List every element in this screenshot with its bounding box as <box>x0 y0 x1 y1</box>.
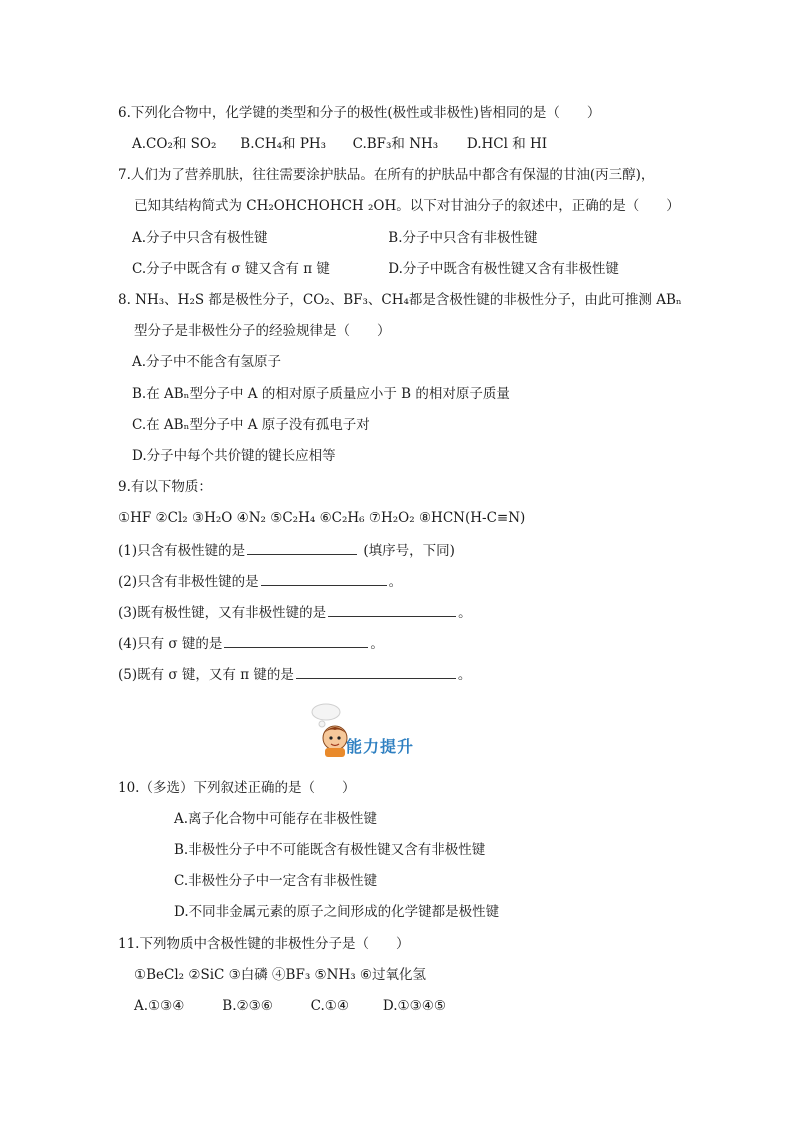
q11-option-b[interactable]: B.②③⑥ <box>222 998 273 1014</box>
q9-part-1 <box>118 540 455 561</box>
q6-option-b[interactable]: B.CH₄和 PH₃ <box>240 136 327 152</box>
q6-option-d[interactable]: D.HCl 和 HI <box>466 136 548 152</box>
q9-part-5-answer-blank[interactable] <box>296 664 456 679</box>
q9-part-4-suffix: 。 <box>370 636 384 652</box>
q6-stem: 6.下列化合物中，化学键的类型和分子的极性(极性或非极性)皆相同的是（ ） <box>118 105 601 121</box>
q9-part-2-suffix: 。 <box>388 574 403 590</box>
q11-option-c[interactable]: C.①④ <box>310 998 349 1014</box>
q8-option-c[interactable]: C.在 ABₙ型分子中 A 原子没有孤电子对 <box>132 417 370 433</box>
q9-part-3 <box>118 602 472 623</box>
q7-stem-line2: 已知其结构简式为 CH₂OHCHOHCH ₂OH。以下对甘油分子的叙述中，正确的是（ ） <box>134 198 680 214</box>
q7-option-d[interactable]: D.分子中既含有极性键又含有非极性键 <box>388 261 619 277</box>
q8-stem-line1: 8. NH₃、H₂S 都是极性分子，CO₂、BF₃、CH₄都是含极性键的非极性分子，由此可推测 ABₙ <box>118 292 682 308</box>
q9-part-1-suffix: (填序号，下同) <box>359 543 455 559</box>
q8-option-b[interactable]: B.在 ABₙ型分子中 A 的相对原子质量应小于 B 的相对原子质量 <box>132 386 510 402</box>
q10-option-b[interactable]: B.非极性分子中不可能既含有极性键又含有非极性键 <box>174 842 486 858</box>
q9-stem: 9.有以下物质： <box>118 479 212 495</box>
q9-part-4 <box>118 633 384 654</box>
q8-stem-line2: 型分子是非极性分子的经验规律是（ ） <box>134 323 391 339</box>
q9-part-5-label: (5)既有 σ 键，又有 π 键的是 <box>118 667 294 683</box>
q7-options-row2 <box>132 259 619 279</box>
q10-option-c[interactable]: C.非极性分子中一定含有非极性键 <box>174 873 378 889</box>
section-title: 能力提升 <box>346 737 415 756</box>
q11-option-a[interactable]: A.①③④ <box>134 998 185 1014</box>
q9-part-2-label: (2)只含有非极性键的是 <box>118 574 259 590</box>
q6-options <box>132 134 547 154</box>
q9-part-1-label: (1)只含有极性键的是 <box>118 543 246 559</box>
q11-stem: 11.下列物质中含极性键的非极性分子是（ ） <box>118 936 410 952</box>
q10-stem: 10.（多选）下列叙述正确的是（ ） <box>118 780 356 796</box>
q10-option-a[interactable]: A.离子化合物中可能存在非极性键 <box>174 811 378 827</box>
q8-option-a[interactable]: A.分子中不能含有氢原子 <box>132 354 282 370</box>
q9-part-3-answer-blank[interactable] <box>328 602 456 617</box>
q9-part-5 <box>118 664 471 685</box>
q9-part-2-answer-blank[interactable] <box>261 571 387 586</box>
q8-option-d[interactable]: D.分子中每个共价键的键长应相等 <box>132 448 336 464</box>
q9-part-1-answer-blank[interactable] <box>247 540 357 555</box>
q6-option-a[interactable]: A.CO₂和 SO₂ <box>132 136 217 152</box>
q7-stem-line1: 7.人们为了营养肌肤，往往需要涂护肤品。在所有的护肤品中都含有保湿的甘油(丙三醇)， <box>118 167 655 183</box>
q9-part-4-answer-blank[interactable] <box>224 633 368 648</box>
q7-options-row1 <box>132 228 538 248</box>
q9-substances: ①HF ②Cl₂ ③H₂O ④N₂ ⑤C₂H₄ ⑥C₂H₆ ⑦H₂O₂ ⑧HCN(H-C≡N) <box>118 510 526 526</box>
q9-part-4-label: (4)只有 σ 键的是 <box>118 636 223 652</box>
q11-substances: ①BeCl₂ ②SiC ③白磷 ④BF₃ ⑤NH₃ ⑥过氧化氢 <box>134 967 427 983</box>
q9-part-3-label: (3)既有极性键，又有非极性键的是 <box>118 605 327 621</box>
q10-option-d[interactable]: D.不同非金属元素的原子之间形成的化学键都是极性键 <box>174 904 500 920</box>
q6-option-c[interactable]: C.BF₃和 NH₃ <box>352 136 439 152</box>
q9-part-3-suffix: 。 <box>458 605 472 621</box>
q7-option-a[interactable]: A.分子中只含有极性键 <box>132 230 268 246</box>
q7-option-c[interactable]: C.分子中既含有 σ 键又含有 π 键 <box>132 261 330 277</box>
q7-option-b[interactable]: B.分子中只含有非极性键 <box>388 230 538 246</box>
q9-part-5-suffix: 。 <box>457 667 472 683</box>
q9-part-2 <box>118 571 402 592</box>
q11-options <box>134 996 446 1016</box>
q11-option-d[interactable]: D.①③④⑤ <box>382 998 446 1014</box>
